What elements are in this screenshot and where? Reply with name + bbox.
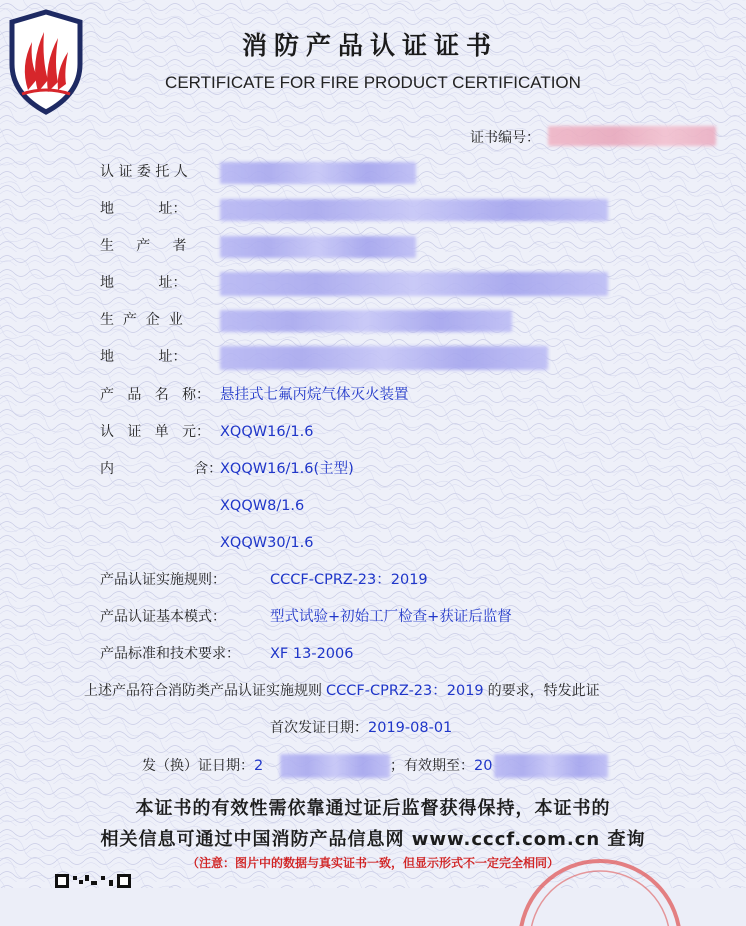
- reissue-date-row: [142, 756, 263, 776]
- first-issue-date-value: 2019-08-01: [368, 720, 453, 736]
- address3-label: 地 址：: [100, 349, 187, 365]
- validity-statement-line1: 本证书的有效性需依靠通过证后监督获得保持，本证书的: [135, 798, 611, 819]
- first-issue-date-label: 首次发证日期：: [270, 720, 368, 736]
- redacted-factory-value: [220, 310, 512, 332]
- standard-value: XF 13-2006: [270, 646, 354, 662]
- producer-label: 生 产 者: [100, 238, 187, 254]
- certificate-number-row: [470, 127, 540, 147]
- certification-unit-value: XQQW16/1.6: [220, 424, 314, 440]
- contains-label: 内 含：: [100, 461, 223, 477]
- certification-mode-value: 型式试验+初始工厂检查+获证后监督: [270, 609, 512, 625]
- statement-suffix: 的要求，特发此证: [487, 683, 600, 699]
- contains-value-3: XQQW30/1.6: [220, 535, 314, 551]
- redacted-valid-until-date: [494, 754, 608, 778]
- valid-until-row: [390, 756, 492, 776]
- redacted-certificate-number: [548, 126, 716, 146]
- reissue-date-prefix: 2: [254, 758, 264, 774]
- redacted-address1-value: [220, 199, 608, 221]
- contains-value-1: XQQW16/1.6(主型): [220, 461, 354, 477]
- fire-emblem-logo-icon: [6, 8, 86, 116]
- product-name-value: 悬挂式七氟丙烷气体灭火装置: [220, 387, 409, 403]
- address2-label: 地 址：: [100, 275, 187, 291]
- statement-prefix: 上述产品符合消防类产品认证实施规则: [84, 683, 322, 699]
- valid-until-label: ；有效期至：: [390, 758, 474, 774]
- implementation-rule-label: 产品认证实施规则：: [100, 572, 226, 588]
- valid-until-prefix: 20: [474, 758, 493, 774]
- certificate-number-label: 证书编号：: [470, 130, 540, 146]
- redacted-client-value: [220, 162, 416, 184]
- compliance-statement: [84, 681, 600, 701]
- redacted-producer-value: [220, 236, 416, 258]
- address1-label: 地 址：: [100, 201, 187, 217]
- redacted-address3-value: [220, 346, 548, 370]
- first-issue-date-row: [270, 718, 452, 738]
- contains-value-2: XQQW8/1.6: [220, 498, 305, 514]
- certification-unit-label: 认 证 单 元：: [100, 424, 211, 440]
- product-name-label: 产 品 名 称：: [100, 387, 211, 403]
- certificate-title-english: CERTIFICATE FOR FIRE PRODUCT CERTIFICATION: [165, 73, 581, 92]
- redacted-address2-value: [220, 272, 608, 296]
- standard-label: 产品标准和技术要求：: [100, 646, 240, 662]
- reissue-date-label: 发（换）证日期：: [142, 758, 254, 774]
- client-label: 认 证 委 托 人: [100, 164, 188, 180]
- implementation-rule-value: CCCF-CPRZ-23：2019: [270, 572, 428, 588]
- disclaimer-note: （注意：图片中的数据与真实证书一致，但显示形式不一定完全相同）: [186, 856, 559, 870]
- redacted-reissue-date: [280, 754, 390, 778]
- validity-statement-line2: 相关信息可通过中国消防产品信息网 www.cccf.com.cn 查询: [100, 829, 646, 850]
- factory-label: 生 产 企 业: [100, 312, 183, 328]
- statement-rule: CCCF-CPRZ-23：2019: [326, 683, 484, 699]
- certificate-title-chinese: 消防产品认证证书: [241, 31, 498, 60]
- certification-mode-label: 产品认证基本模式：: [100, 609, 226, 625]
- qr-code-icon: [55, 872, 145, 888]
